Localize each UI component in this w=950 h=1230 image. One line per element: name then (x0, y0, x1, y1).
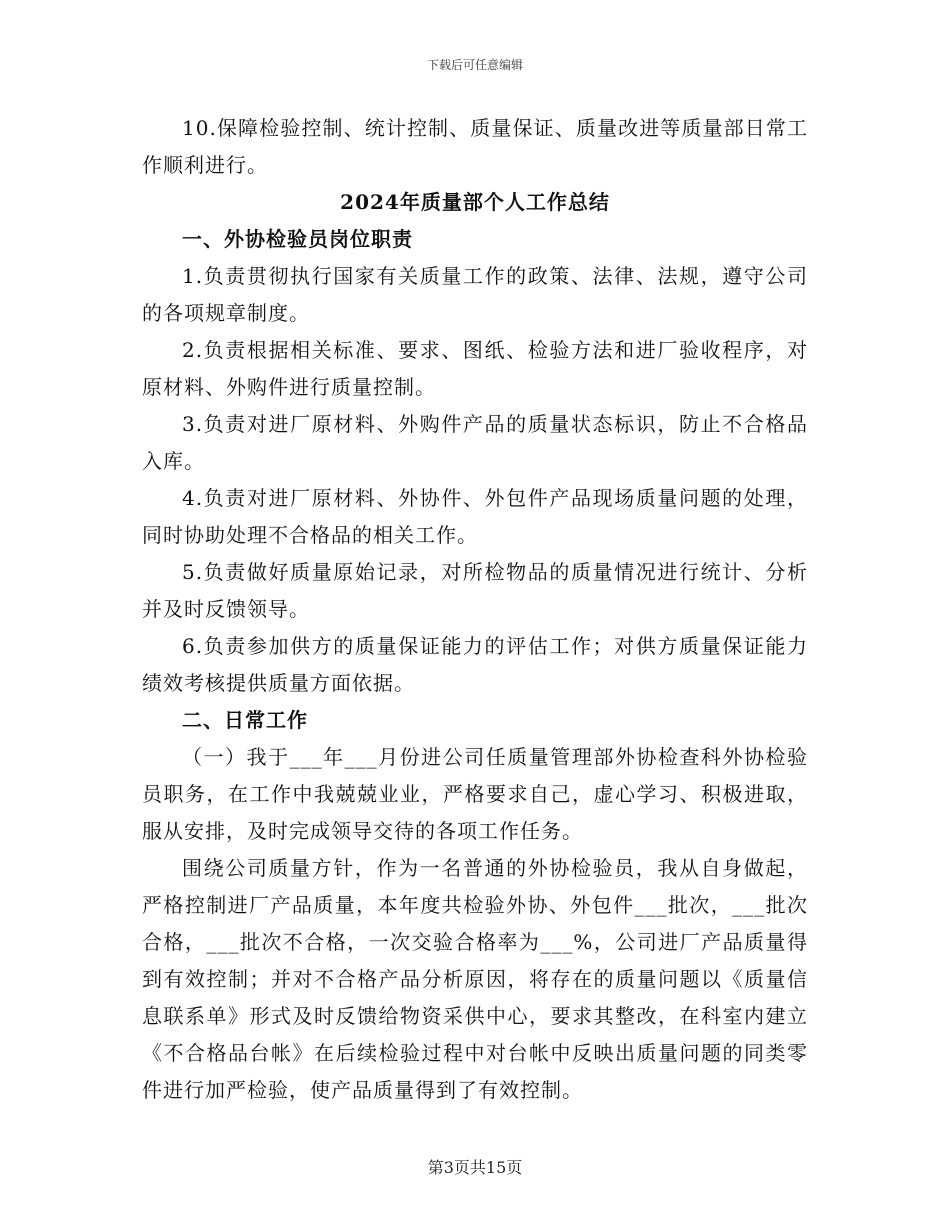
document-title: 2024年质量部个人工作总结 (340, 190, 610, 214)
document-body (142, 110, 808, 1109)
section1-heading: 一、外协检验员岗位职责 (182, 227, 413, 251)
duty-item-1: 1.负责贯彻执行国家有关质量工作的政策、法律、法规，遵守公司的各项规章制度。 (142, 264, 808, 325)
duty-item-4: 4.负责对进厂原材料、外协件、外包件产品现场质量问题的处理，同时协助处理不合格品的相关工作。 (142, 486, 808, 547)
work-paragraph-2: 围绕公司质量方针，作为一名普通的外协检验员，我从自身做起，严格控制进厂产品质量，本年度共检验外协、外包件___批次，___批次合格，___批次不合格，一次交验合格率为___%，公司进厂产品质量得到有效控制；并对不合格产品分析原因，将存在的质量问题以《质量信息联系单》形式及时反馈给物资采供中心，要求其整改，在科室内建立《不合格品台帐》在后续检验过程中对台帐中反映出质量问题的同类零件进行加严检验，使产品质量得到了有效控制。 (142, 856, 808, 1102)
duty-item-3: 3.负责对进厂原材料、外购件产品的质量状态标识，防止不合格品入库。 (142, 412, 808, 473)
intro-item: 10.保障检验控制、统计控制、质量保证、质量改进等质量部日常工作顺利进行。 (142, 116, 808, 177)
duty-item-5: 5.负责做好质量原始记录，对所检物品的质量情况进行统计、分析并及时反馈领导。 (142, 560, 808, 621)
section2-heading: 二、日常工作 (182, 708, 308, 732)
duty-item-2: 2.负责根据相关标准、要求、图纸、检验方法和进厂验收程序，对原材料、外购件进行质量控制。 (142, 338, 808, 399)
header-note: 下载后可任意编辑 (426, 58, 523, 72)
work-paragraph-1: （一）我于___年___月份进公司任质量管理部外协检查科外协检验员职务，在工作中我兢兢业业，严格要求自己，虚心学习、积极进取，服从安排，及时完成领导交待的各项工作任务。 (142, 745, 808, 843)
duty-item-6: 6.负责参加供方的质量保证能力的评估工作；对供方质量保证能力绩效考核提供质量方面依据。 (142, 634, 808, 695)
page-footer: 第3页共15页 (427, 1158, 523, 1177)
